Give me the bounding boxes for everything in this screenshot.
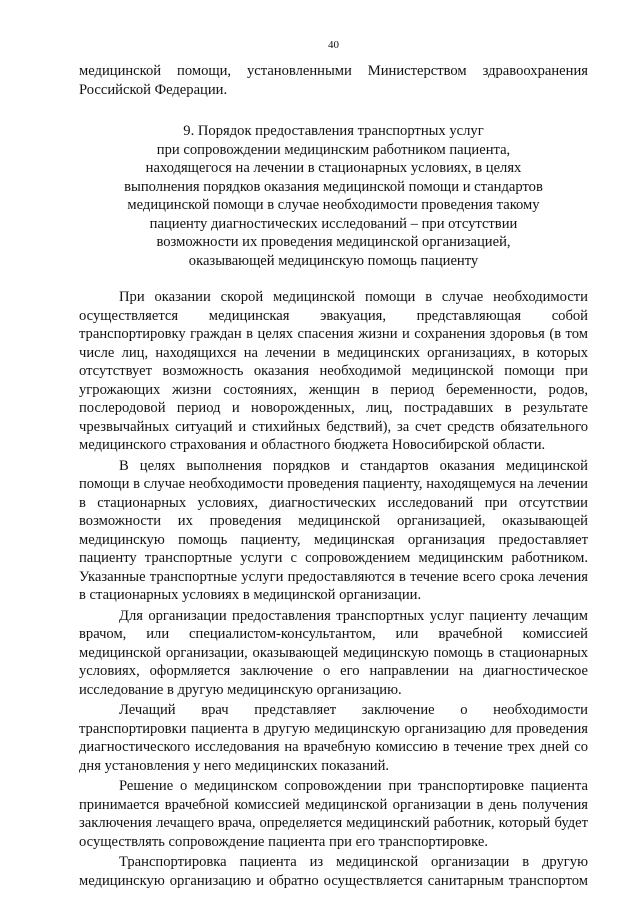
- paragraph: Решение о медицинском сопровождении при транспортировке пациента принимается врачебной комиссией медицинской организации в день получения заключения лечащего врача, определяется медицинский работник, который будет осуществлять сопровождение пациента при его транспортировке.: [79, 778, 588, 850]
- paragraph: Лечащий врач представляет заключение о необходимости транспортировки пациента в другую медицинскую организацию для проведения диагностического исследования на врачебную комиссию в течение трех дней со дня установления у него медицинских показаний.: [79, 702, 588, 774]
- heading-line: оказывающей медицинскую помощь пациенту: [188, 252, 479, 269]
- paragraph: В целях выполнения порядков и стандартов оказания медицинской помощи в случае необходимости проведения пациенту, находящемуся на лечении в стационарных условиях, диагностических исследований при отсутствии возможности их проведения медицинской организацией, оказывающей медицинскую помощь пациенту, медицинская организация предоставляет пациенту транспортные услуги с сопровождением медицинским работником. Указанные транспортные услуги предоставляются в течение всего срока лечения в стационарных условиях в медицинской организации.: [79, 457, 588, 603]
- heading-line: пациенту диагностических исследований – при отсутствии: [149, 215, 518, 232]
- page-number: 40: [328, 39, 339, 51]
- heading-line: возможности их проведения медицинской организацией,: [156, 234, 511, 250]
- paragraph: Для организации предоставления транспортных услуг пациенту лечащим врачом, или специалистом-консультантом, или врачебной комиссией медицинской организации, оказывающей медицинскую помощь в стационарных условиях, оформляется заключение о его направлении на диагностическое исследование в другую медицинскую организацию.: [79, 607, 588, 698]
- heading-line: выполнения порядков оказания медицинской помощи и стандартов: [124, 178, 543, 195]
- heading-line: 9. Порядок предоставления транспортных услуг: [183, 123, 484, 139]
- heading-line: при сопровождении медицинским работником пациента,: [156, 141, 511, 158]
- paragraph: Транспортировка пациента из медицинской организации в другую медицинскую организацию и обратно осуществляется санитарным транспортом: [79, 854, 588, 889]
- paragraph: При оказании скорой медицинской помощи в случае необходимости осуществляется медицинская эвакуация, представляющая собой транспортировку граждан в целях спасения жизни и сохранения здоровья (в том числе лиц, находящихся на лечении в медицинских организациях, в которых отсутствует возможность оказания необходимой медицинской помощи при угрожающих жизни состояниях, женщин в период беременности, родов, послеродовой период и новорожденных, лиц, пострадавших в результате чрезвычайных ситуаций и стихийных бедствий), за счет средств обязательного медицинского страхования и областного бюджета Новосибирской области.: [79, 289, 588, 453]
- heading-line: медицинской помощи в случае необходимости проведения такому: [127, 197, 540, 213]
- section-body: [79, 288, 588, 890]
- heading-line: находящегося на лечении в стационарных условиях, в целях: [145, 160, 522, 176]
- intro-continuation: медицинской помощи, установленными Министерством здравоохранения Российской Федерации.: [79, 63, 588, 98]
- section-heading: [79, 122, 588, 270]
